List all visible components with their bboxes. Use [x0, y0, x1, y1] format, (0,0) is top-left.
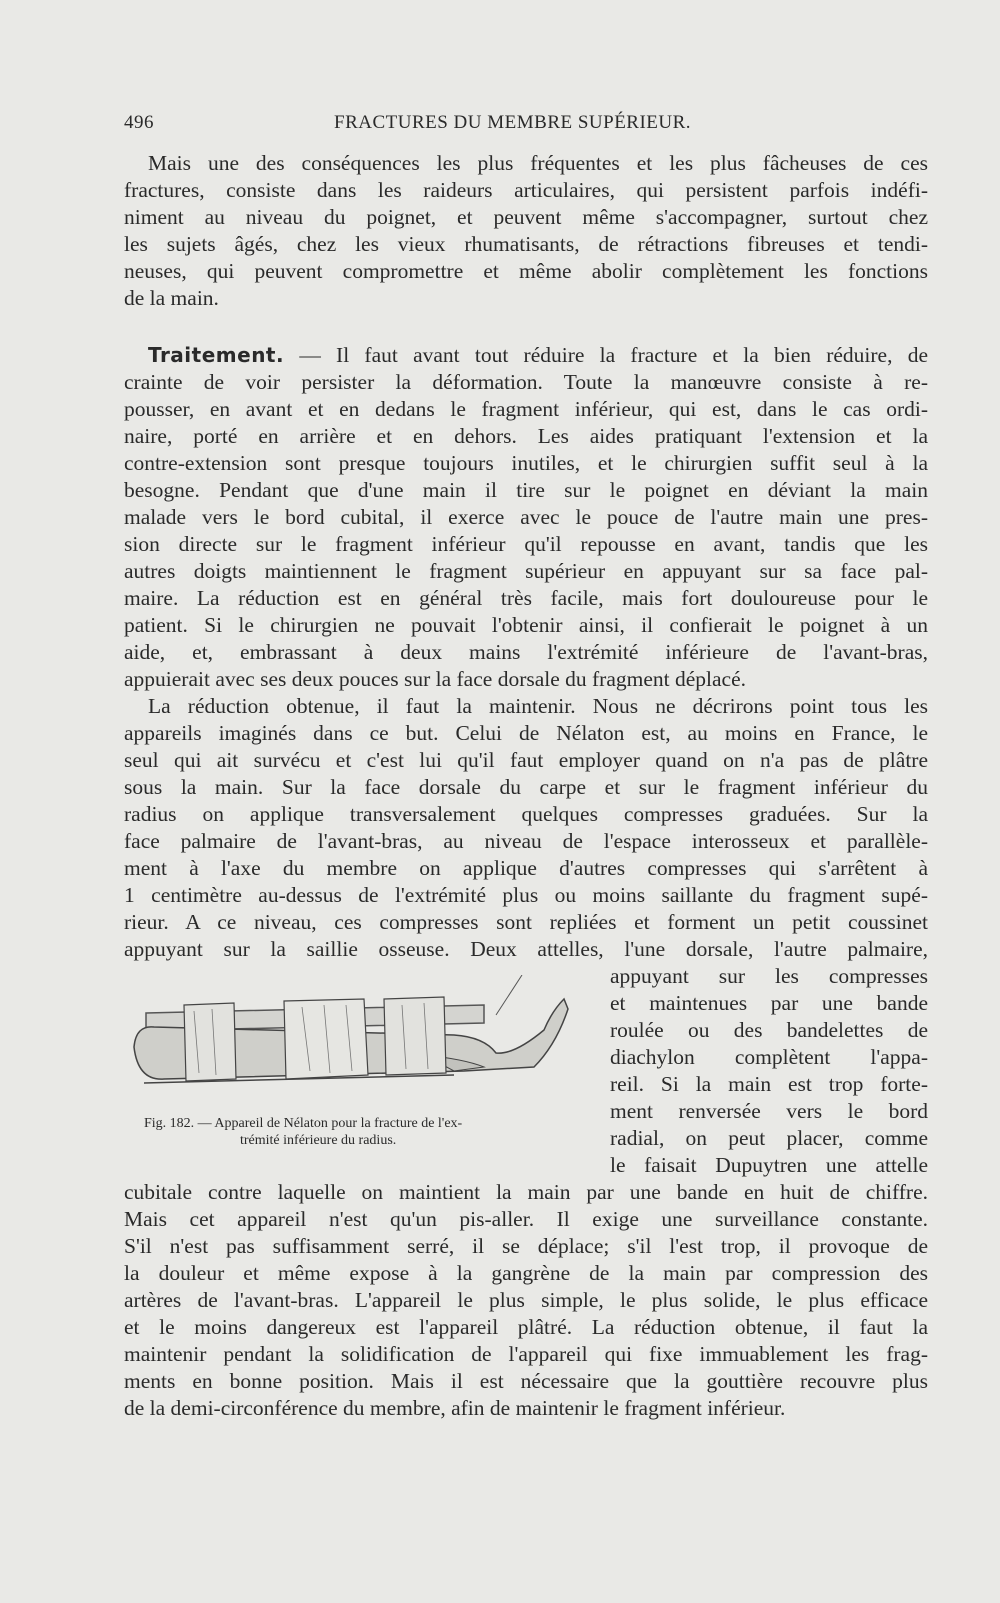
text-line: rieur. A ce niveau, ces compresses sont repliées et forment un petit coussinet	[124, 910, 928, 934]
text-line: de la demi-circonférence du membre, afin de maintenir le fragment inférieur.	[124, 1396, 786, 1420]
text-line: naire, porté en arrière et en dehors. Les aides pratiquant l'extension et la	[124, 424, 928, 448]
text-line: besogne. Pendant que d'une main il tire sur le poignet en déviant la main	[124, 478, 928, 502]
text-line: sous la main. Sur la face dorsale du carpe et sur le fragment inférieur du	[124, 775, 928, 799]
text-line: ment renversée vers le bord	[610, 1099, 928, 1123]
text-line: face palmaire de l'avant-bras, au niveau de l'espace interosseux et parallèle-	[124, 829, 928, 853]
text-line: La réduction obtenue, il faut la maintenir. Nous ne décrirons point tous les	[148, 694, 928, 718]
page-number: 496	[124, 112, 154, 133]
text-line: appuyant sur les compresses	[610, 964, 928, 988]
paragraph-consequences	[124, 150, 928, 312]
text-line: les sujets âgés, chez les vieux rhumatisants, de rétractions fibreuses et tendi-	[124, 232, 928, 256]
running-head	[124, 112, 924, 140]
text-line: diachylon complètent l'appa-	[610, 1045, 928, 1069]
text-line: crainte de voir persister la déformation. Toute la manœuvre consiste à re-	[124, 370, 928, 394]
paragraph-appareil	[124, 1179, 928, 1422]
text-line: aide, et, embrassant à deux mains l'extrémité inférieure de l'avant-bras,	[124, 640, 928, 664]
section-heading: Traitement.	[148, 343, 285, 367]
paragraph-traitement	[124, 342, 928, 963]
text-line: et maintenues par une bande	[610, 991, 928, 1015]
caption-line: trémité inférieure du radius.	[240, 1133, 397, 1148]
text-line: seul qui ait survécu et c'est lui qu'il faut employer quand on n'a pas de plâtre	[124, 748, 928, 772]
text-line: fractures, consiste dans les raideurs articulaires, qui persistent parfois indéfi-	[124, 178, 928, 202]
text-line: patient. Si le chirurgien ne pouvait l'obtenir ainsi, il confierait le poignet à un	[124, 613, 928, 637]
text-line: reil. Si la main est trop forte-	[610, 1072, 928, 1096]
text-line: pousser, en avant et en dedans le fragment inférieur, qui est, dans le cas ordi-	[124, 397, 928, 421]
text-line: contre-extension sont presque toujours inutiles, et le chirurgien suffit seul à la	[124, 451, 928, 475]
text-line: 1 centimètre au-dessus de l'extrémité plus ou moins saillante du fragment supé-	[124, 883, 928, 907]
text-line: radius on applique transversalement quelques compresses graduées. Sur la	[124, 802, 928, 826]
text-line: S'il n'est pas suffisamment serré, il se déplace; s'il l'est trop, il provoque de	[124, 1234, 928, 1258]
running-title: FRACTURES DU MEMBRE SUPÉRIEUR.	[334, 112, 692, 133]
text-line: artères de l'avant-bras. L'appareil le plus simple, le plus solide, le plus efficace	[124, 1288, 928, 1312]
text-line: maire. La réduction est en général très facile, mais fort douloureuse pour le	[124, 586, 928, 610]
text-line: malade vers le bord cubital, il exerce avec le pouce de l'autre main une pres-	[124, 505, 928, 529]
wrap-text-column	[124, 963, 928, 1179]
text-line: le faisait Dupuytren une attelle	[610, 1153, 928, 1177]
text-line: sion directe sur le fragment inférieur qu'il repousse en avant, tandis que les	[124, 532, 928, 556]
text-fragment: — Il faut avant tout réduire la fracture et la bien réduire, de	[299, 343, 928, 367]
text-line: cubitale contre laquelle on maintient la main par une bande en huit de chiffre.	[124, 1180, 928, 1204]
text-line: radial, on peut placer, comme	[610, 1126, 928, 1150]
text-line: appareils imaginés dans ce but. Celui de Nélaton est, au moins en France, le	[124, 721, 928, 745]
text-line: appuyant sur la saillie osseuse. Deux attelles, l'une dorsale, l'autre palmaire,	[124, 937, 928, 961]
text-line	[124, 342, 928, 369]
text-line: niment au niveau du poignet, et peuvent même s'accompagner, surtout chez	[124, 205, 928, 229]
text-line: et le moins dangereux est l'appareil plâtré. La réduction obtenue, il faut la	[124, 1315, 928, 1339]
text-line: roulée ou des bandelettes de	[610, 1018, 928, 1042]
text-line: maintenir pendant la solidification de l'appareil qui fixe immuablement les frag-	[124, 1342, 928, 1366]
text-line: appuierait avec ses deux pouces sur la face dorsale du fragment déplacé.	[124, 667, 747, 691]
text-line: Mais une des conséquences les plus fréquentes et les plus fâcheuses de ces	[148, 151, 928, 175]
text-line: ments en bonne position. Mais il est nécessaire que la gouttière recouvre plus	[124, 1369, 928, 1393]
text-line: la douleur et même expose à la gangrène de la main par compression des	[124, 1261, 928, 1285]
text-line: Mais cet appareil n'est qu'un pis-aller. Il exige une surveillance constante.	[124, 1207, 928, 1231]
caption-line: Fig. 182. — Appareil de Nélaton pour la fracture de l'ex-	[144, 1116, 463, 1131]
text-line: ment à l'axe du membre on applique d'autres compresses qui s'arrêtent à	[124, 856, 928, 880]
text-line: de la main.	[124, 286, 219, 310]
text-line: neuses, qui peuvent compromettre et même abolir complètement les fonctions	[124, 259, 928, 283]
text-line: autres doigts maintiennent le fragment supérieur en appuyant sur sa face pal-	[124, 559, 928, 583]
